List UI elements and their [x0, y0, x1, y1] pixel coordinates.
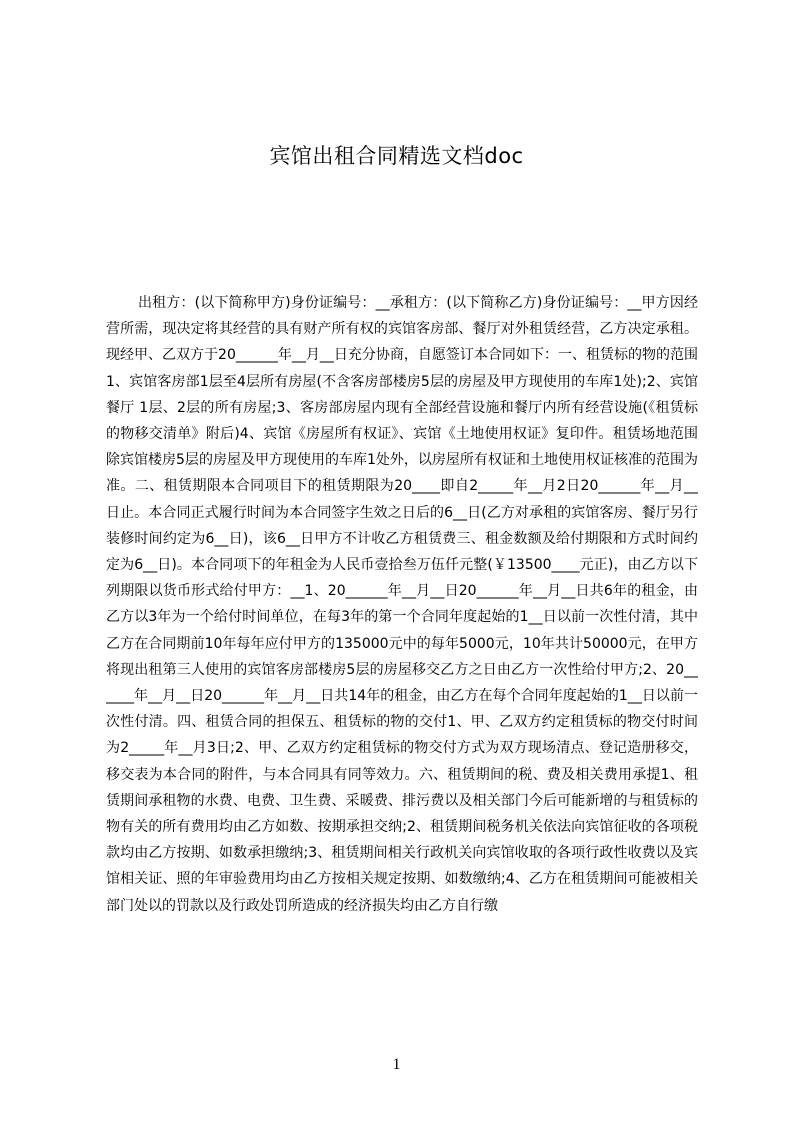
body-text: 出租方：(以下简称甲方)身份证编号：__承租方：(以下简称乙方)身份证编号：__甲方因经营所需，现决定将其经营的具有财产所有权的宾馆客房部、餐厅对外租赁经营，乙方决定承租。现经甲、乙双方于20______年__月__日充分协商，自愿签订本合同如下：一、租赁标的物的范围1、宾馆客房部1层至4层所有房屋(不含客房部楼房5层的房屋及甲方现使用的车库1处);2、宾馆餐厅 1层、2层的所有房屋;3、客房部房屋内现有全部经营设施和餐厅内所有经营设施(《租赁标的物移交清单》附后)4、宾馆《房屋所有权证》、宾馆《土地使用权证》复印件。租赁场地范围除宾馆楼房5层的房屋及甲方现使用的车库1处外，以房屋所有权证和土地使用权证核准的范围为准。二、租赁期限本合同项目下的租赁期限为20____即自2_____年__月2日20______年__月__日止。本合同正式履行时间为本合同签字生效之日后的6__日(乙方对承租的宾馆客房、餐厅另行装修时间约定为6__日)，该6__日甲方不计收乙方租赁费三、租金数额及给付期限和方式时间约定为6__日)。本合同项下的年租金为人民币壹拾叁万伍仟元整(￥13500____元正)，由乙方以下列期限以货币形式给付甲方：__1、20______年__月__日20______年__月__日共6年的租金，由乙方以3年为一个给付时间单位，在每3年的第一个合同年度起始的1__日以前一次性付清，其中乙方在合同期前10年每年应付甲方的135000元中的每年5000元，10年共计50000元，在甲方将现出租第三人使用的宾馆客房部楼房5层的房屋移交乙方之日由乙方一次性给付甲方;2、20______年__月__日20______年__月__日共14年的租金，由乙方在每个合同年度起始的1__日以前一次性付清。四、租赁合同的担保五、租赁标的物的交付1、甲、乙双方约定租赁标的物交付时间为2_____年__月3日;2、甲、乙双方约定租赁标的物交付方式为双方现场清点、登记造册移交，移交表为本合同的附件，与本合同具有同等效力。六、租赁期间的税、费及相关费用承提1、租赁期间承租物的水费、电费、卫生费、采暖费、排污费以及相关部门今后可能新增的与租赁标的物有关的所有费用均由乙方如数、按期承担交纳;2、租赁期间税务机关依法向宾馆征收的各项税款均由乙方按期、如数承担缴纳;3、租赁期间相关行政机关向宾馆收取的各项行政性收费以及宾馆相关证、照的年审验费用均由乙方按相关规定按期、如数缴纳;4、乙方在租赁期间可能被相关部门处以的罚款以及行政处罚所造成的经济损失均由乙方自行缴 — [106, 295, 698, 914]
page-number: 1 — [392, 1056, 401, 1073]
page-title: 宾馆出租合同精选文档doc — [269, 144, 524, 168]
